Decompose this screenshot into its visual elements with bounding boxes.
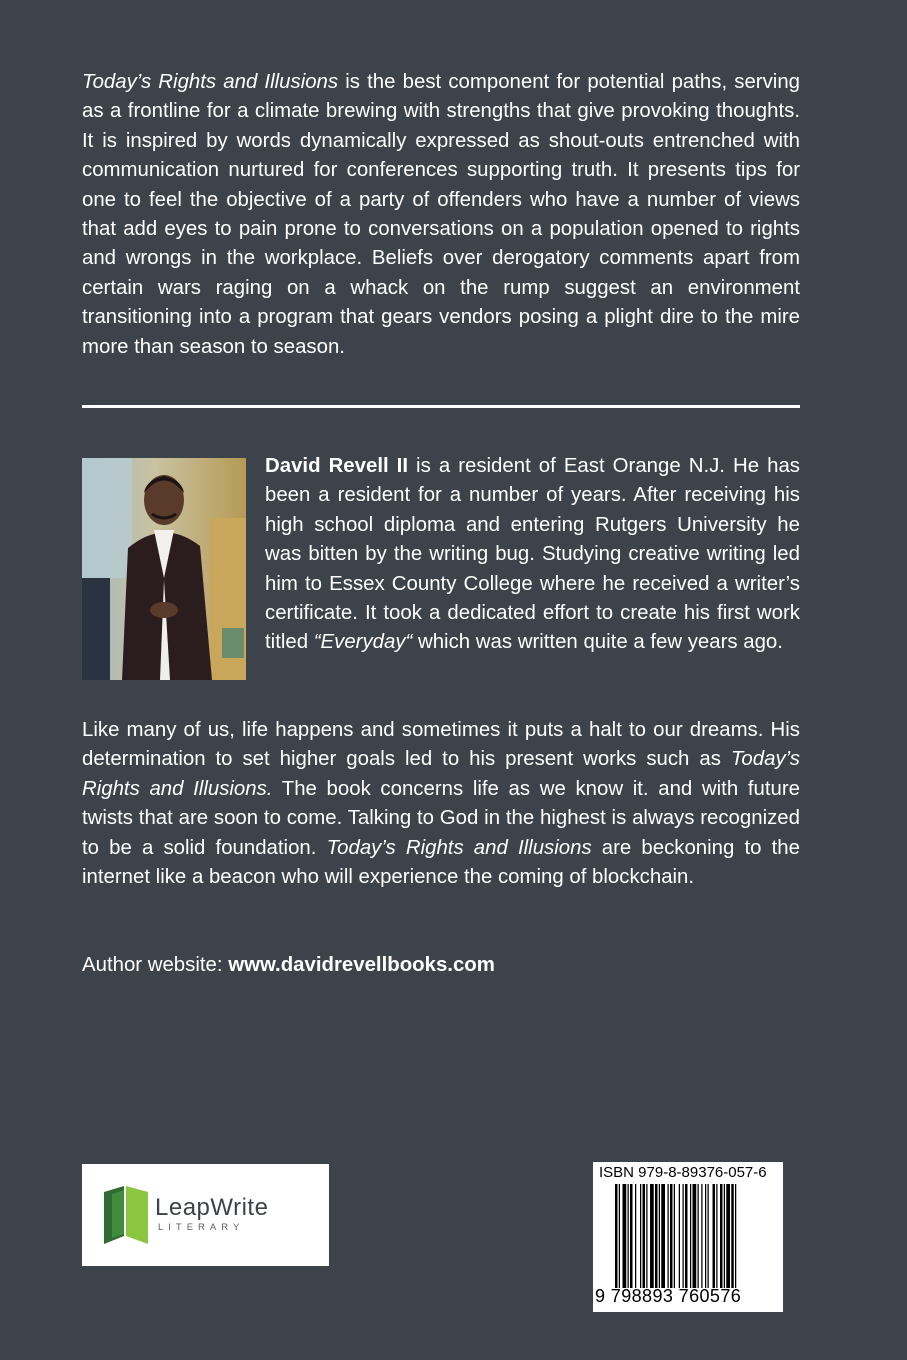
book-title: Today’s Rights and Illusions bbox=[82, 71, 339, 93]
para2-title-1: Today’s Rights and Illusions. bbox=[82, 748, 800, 800]
blurb-paragraph bbox=[82, 68, 800, 362]
book-logo-icon bbox=[102, 1184, 150, 1246]
author-paragraph-2 bbox=[82, 716, 800, 892]
isbn-label: ISBN 979-8-89376-057-6 bbox=[599, 1164, 767, 1181]
isbn-barcode bbox=[593, 1162, 783, 1312]
publisher-name: LeapWrite bbox=[155, 1194, 269, 1221]
first-work-title: “Everyday“ bbox=[313, 631, 413, 654]
para2-title-2: Today’s Rights and Illusions bbox=[326, 836, 592, 859]
blurb-text: is the best component for potential paths, serving as a frontline for a climate brewing with strengths that give provoking thoughts. It is inspired by words dynamically expressed as shout-outs entrenched with communication nurtured for conferences supporting truth. It presents tips for one to feel the objective of a party of offenders who have a number of views that add eyes to pain prone to conversations on a population opened to rights and wrongs in the workplace. Beliefs over derogatory comments apart from certain wars raging on a whack on the rump suggest an environment transitioning into a program that gears vendors posing a plight dire to the mire more than season to season. bbox=[82, 71, 800, 358]
website-url: www.davidrevellbooks.com bbox=[228, 954, 495, 976]
bio-text-1: is a resident of East Orange N.J. He has been a resident for a number of years. After receiving his high school diploma and entering Rutgers University he was bitten by the writing bug. Studying creative writing led him to Essex County College where he received a writer’s certificate. It took a dedicated effort to create his first work titled bbox=[265, 455, 800, 654]
author-photo bbox=[82, 458, 246, 680]
author-bio bbox=[265, 452, 800, 658]
divider-rule bbox=[82, 405, 800, 408]
para2-text-3: are beckoning to the internet like a beacon who will experience the coming of blockchain. bbox=[82, 836, 800, 889]
website-label: Author website: bbox=[82, 954, 229, 976]
barcode-digits: 9 798893 760576 bbox=[595, 1286, 742, 1306]
author-name: David Revell II bbox=[265, 455, 409, 477]
author-website bbox=[82, 951, 800, 980]
barcode-bars bbox=[615, 1184, 777, 1288]
publisher-logo-box bbox=[82, 1164, 329, 1266]
para2-text-1: Like many of us, life happens and sometimes it puts a halt to our dreams. His determination to set higher goals led to his present works such as bbox=[82, 719, 800, 771]
publisher-subtitle: LITERARY bbox=[158, 1222, 245, 1233]
para2-text-2: The book concerns life as we know it. and with future twists that are soon to come. Talking to God in the highest is always recognized to be a solid foundation. bbox=[82, 777, 800, 859]
bio-text-2: which was written quite a few years ago. bbox=[412, 631, 783, 654]
